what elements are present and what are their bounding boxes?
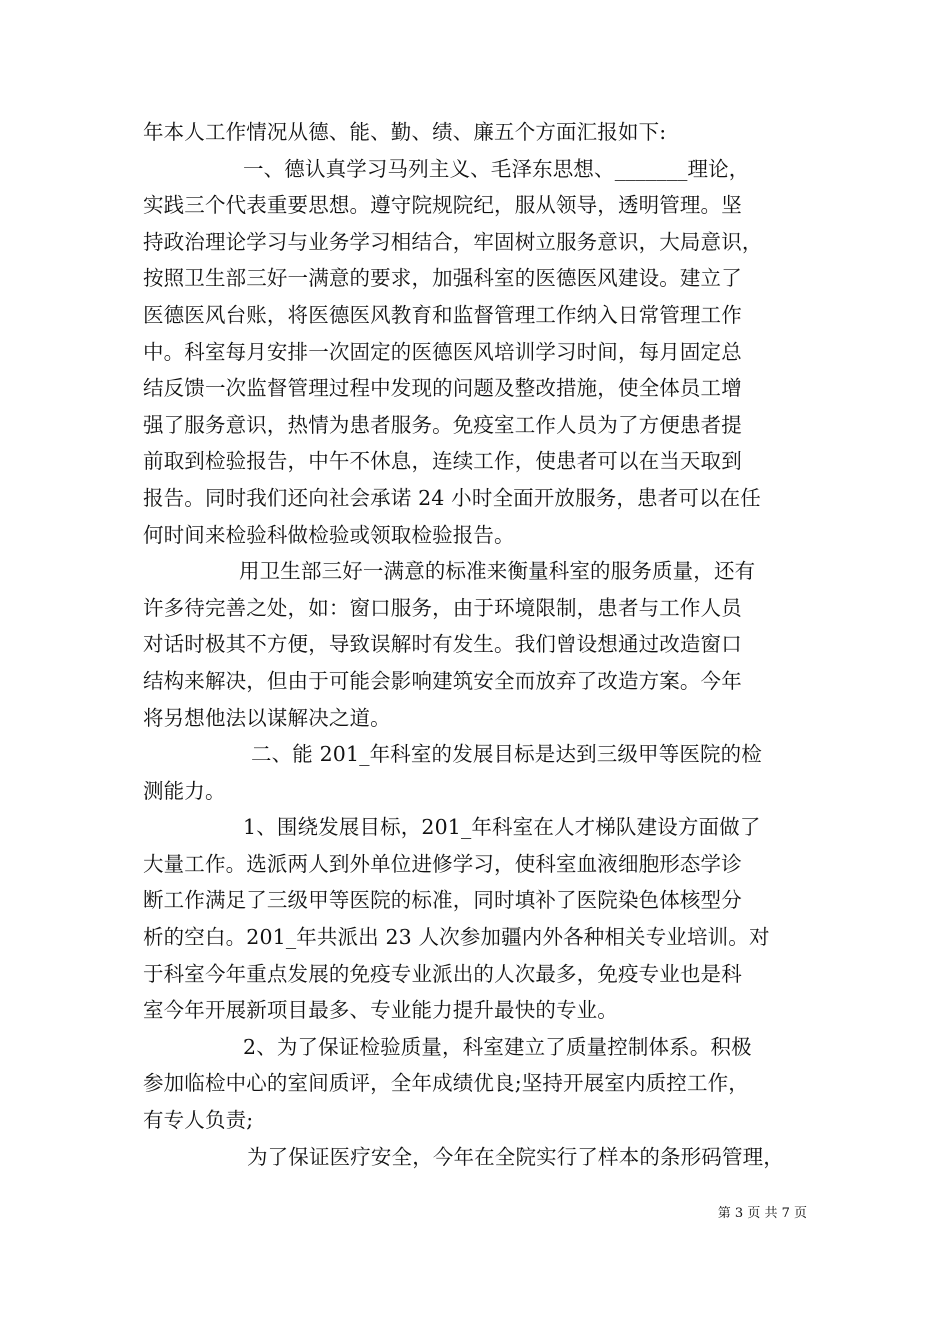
text-line: 持政治理论学习与业务学习相结合，牢固树立服务意识，大局意识， xyxy=(143,229,763,254)
text-line: 实践三个代表重要思想。遵守院规院纪，服从领导，透明管理。坚 xyxy=(143,193,742,218)
text-line: 前取到检验报告，中午不休息，连续工作，使患者可以在当天取到 xyxy=(143,449,742,474)
text-line: 中。科室每月安排一次固定的医德医风培训学习时间，每月固定总 xyxy=(143,339,742,364)
text-line: 强了服务意识，热情为患者服务。免疫室工作人员为了方便患者提 xyxy=(143,412,742,437)
text-line: 许多待完善之处，如：窗口服务，由于环境限制，患者与工作人员 xyxy=(143,595,742,620)
text-line: 医德医风台账，将医德医风教育和监督管理工作纳入日常管理工作 xyxy=(143,302,742,327)
text-line: 结反馈一次监督管理过程中发现的问题及整改措施，使全体员工增 xyxy=(143,376,742,401)
text-line: 有专人负责; xyxy=(143,1108,254,1133)
text-line: 报告。同时我们还向社会承诺 24 小时全面开放服务，患者可以在任 xyxy=(143,485,761,510)
section-heading-de: 一、德认真学习马列主义、毛泽东思想、_______理论， xyxy=(243,156,750,181)
text-line: 按照卫生部三好一满意的要求，加强科室的医德医风建设。建立了 xyxy=(143,266,742,291)
page-number: 第 3 页 共 7 页 xyxy=(717,1206,807,1221)
list-item-start: 1、围绕发展目标，201_年科室在人才梯队建设方面做了 xyxy=(243,815,761,840)
text-line: 室今年开展新项目最多、专业能力提升最快的专业。 xyxy=(143,998,618,1023)
document-body xyxy=(143,114,809,1175)
text-line: 结构来解决，但由于可能会影响建筑安全而放弃了改造方案。今年 xyxy=(143,668,742,693)
text-line: 何时间来检验科做检验或领取检验报告。 xyxy=(143,522,515,547)
text-line: 年本人工作情况从德、能、勤、绩、廉五个方面汇报如下: xyxy=(143,120,667,144)
text-line: 将另想他法以谋解决之道。 xyxy=(143,705,391,730)
text-line: 参加临检中心的室间质评，全年成绩优良;坚持开展室内质控工作， xyxy=(143,1071,749,1096)
text-line: 测能力。 xyxy=(143,778,226,803)
text-line: 断工作满足了三级甲等医院的标准，同时填补了医院染色体核型分 xyxy=(143,888,742,913)
paragraph-start: 为了保证医疗安全，今年在全院实行了样本的条形码管理， xyxy=(247,1144,784,1169)
text-line: 大量工作。选派两人到外单位进修学习，使科室血液细胞形态学诊 xyxy=(143,851,742,876)
text-line: 于科室今年重点发展的免疫专业派出的人次最多，免疫专业也是科 xyxy=(143,961,742,986)
text-line: 对话时极其不方便，导致误解时有发生。我们曾设想通过改造窗口 xyxy=(143,632,742,657)
list-item-start: 2、为了保证检验质量，科室建立了质量控制体系。积极 xyxy=(243,1034,752,1059)
text-line: 析的空白。201_年共派出 23 人次参加疆内外各种相关专业培训。对 xyxy=(143,925,770,950)
paragraph-start: 用卫生部三好一满意的标准来衡量科室的服务质量，还有 xyxy=(239,559,756,584)
section-heading-neng: 二、能 201_年科室的发展目标是达到三级甲等医院的检 xyxy=(251,742,762,767)
